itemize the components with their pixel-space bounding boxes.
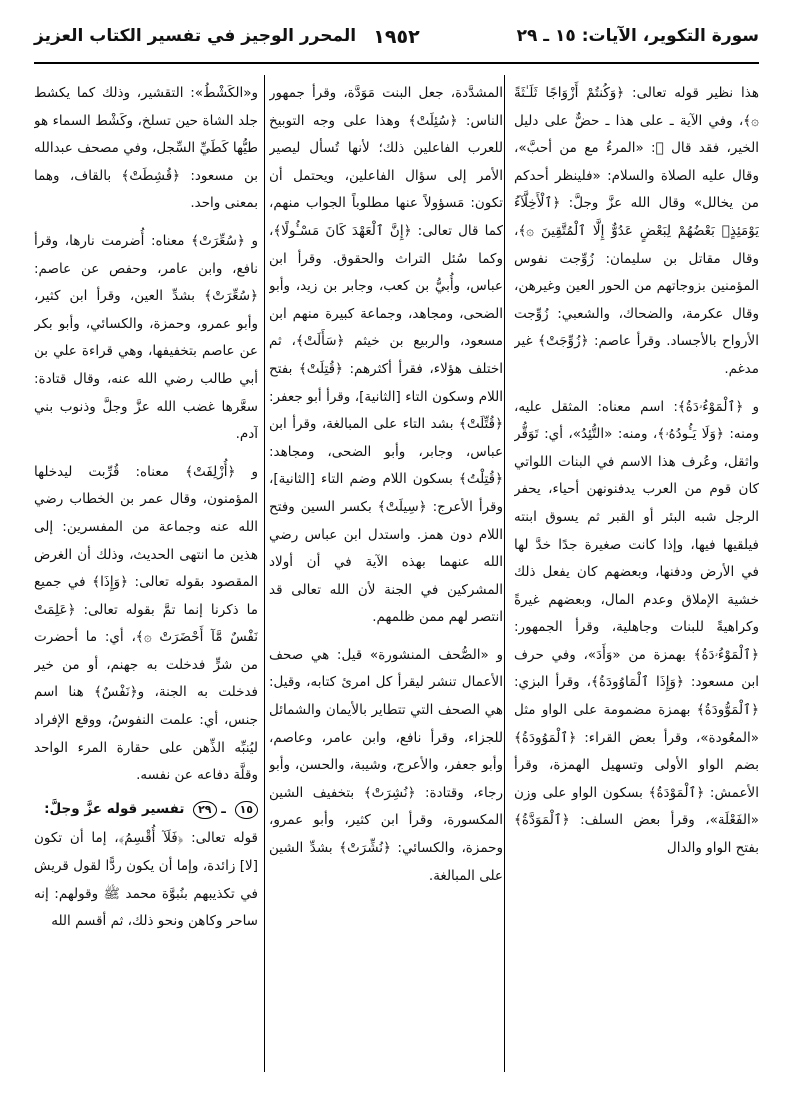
paragraph: هذا نظير قوله تعالى: ﴿وَكُنتُمْ أَزْوَاجًا ثَلَـٰثَةً ۞﴾، وفي الآية ـ على هذا ـ حضٌّ على دليل الخير، فقد قال ﷺ: «المرءُ مع من أحبَّ»، وقال عليه الصلاة والسلام: «فلينظر أحدكم من يخالل» وقال الله عزَّ وجلَّ: ﴿ٱلْأَخِلَّآءُ يَوْمَئِذٍۭ بَعْضُهُمْ لِبَعْضٍ عَدُوٌّ إِلَّا ٱلْمُتَّقِينَ ۞﴾، وقال مقاتل بن سليمان: زُوِّجت نفوس المؤمنين بزوجاتهم من الحور العين وغيرهن، وقال عكرمة، والضحاك، والشعبي: زُوِّجت الأرواح بالأجساد. وقرأ عاصم: ﴿زُوِّجَتْ﴾ غير مدغم. [514,85,759,377]
page-number: ١٩٥٢ [373,26,420,48]
paragraph: قوله تعالى: ﴿فَلَآ أُقْسِمُ﴾، إما أن تكون [لا] زائدة، وإما أن يكون ردًّا لقول قريش في تكذيبهم بنُبوَّة محمد ﷺ وقولهم: إنه ساحر وكاهن ونحو ذلك، ثم أقسم الله [34,830,258,930]
page-header [34,18,759,58]
surah-header: سورة التكوير، الآيات: ١٥ ـ ٢٩ [516,26,759,46]
column-left [34,80,258,1072]
paragraph: و ﴿ٱلْمَوْءُۥدَةُ﴾: اسم معناه: المثقل عليه، ومنه: ﴿وَلَا يَـُٔودُهُۥ﴾، ومنه: «التُّئِدُ»، أي: تَوَقُّر واثقل، وعُرف هذا الاسم في البنات اللواتي كان قوم من العرب يدفنونهن أحياء، يحفر الرجل شبه البئر أو القبر ثم يسوق ابنته فيلقيها فيها، وإذا كانت صغيرة جدًا خدَّ لها في الأرض ودفنها، وبعضهم كان يفعل ذلك خشية الإملاق وعدم المال، وبعضهم غيرةً وكراهيةً للبنات وجاهلية، وقرأ الجمهور: ﴿ٱلْمَوْءُۥدَةُ﴾ بهمزة من «وَأَدَ»، وفي حرف ابن مسعود: ﴿وَإِذَا ٱلْمَاوُودَةُ﴾، وقرأ البزي: ﴿ٱلْمَوُّودَةُ﴾ بهمزة مضمومة على الواو مثل «المعُودة»، وقرأ بعض القراء: ﴿ٱلْمَوُودَةُ﴾ بضم الواو الأولى وتسهيل الهمزة، وقرأ الأعمش: ﴿ٱلْمَوْدَةُ﴾ بسكون الواو على وزن «الفَعْلَة»، وقرأ بعض السلف: ﴿ٱلْمَوَدَّةُ﴾ بفتح الواو والدال [514,398,759,857]
paragraph: و ﴿أُزْلِفَتْ﴾ معناه: قُرِّبت ليدخلها المؤمنون، وقال عمر بن الخطاب رضي الله عنه وجماعة من المفسرين: إلى هذين ما انتهى الحديث، وذلك أن الغرض المقصود بقوله تعالى: ﴿وَإِذَا﴾ في جميع ما ذكرنا إنما تمَّ بقوله تعالى: ﴿عَلِمَتْ نَفْسٌ مَّآ أَحْضَرَتْ ۞﴾، أي: ما أحضرت من شرٍّ فدخلت به جهنم، أو من خير فدخلت به الجنة، و﴿نَفْسٌ﴾ هنا اسم جنس، أي: علمت النفوسُ، ووقع الإفراد ليُنبِّه الذِّهن على حقارة المرء الواحد وقلَّة دفاعه عن نفسه. [34,463,258,784]
section-heading: ١٥ ـ ٢٩ تفسير قوله عزَّ وجلَّ: [34,796,258,824]
header-rule [34,62,759,64]
paragraph: و«الكَشْطُ»: التقشير، وذلك كما يكشط جلد الشاة حين تسلخ، وكَشْط السماء هو طيُّها كَطَيِّ السِّجل، وفي مصحف عبدالله بن مسعود: ﴿قُشِطَتْ﴾ بالقاف، وهما بمعنى واحد. [34,85,258,212]
column-middle [269,80,503,1072]
book-title: المحرر الوجيز في تفسير الكتاب العزيز [34,26,357,46]
column-right [514,80,759,1072]
column-divider [504,75,505,1072]
section-range-badge: ٢٩ [193,801,216,819]
paragraph: المشدَّدة، جعل البنت مَوَدَّة، وقرأ جمهور الناس: ﴿سُئِلَتْ﴾ وهذا على وجه التوبيخ للعرب الفاعلين ذلك؛ لأنها تُسأل ليصير الأمر إلى سؤال الفاعلين، ويحتمل أن تكون: مَسؤولاً عنها مطلوباً الجواب منهم، كما قال تعالى: ﴿إِنَّ ٱلْعَهْدَ كَانَ مَسْـُٔولًا﴾، وكما سُئل التراث والحقوق. وقرأ ابن عباس، وأُبيُّ بن كعب، وجابر بن زيد، وأبو الضحى، ومجاهد، وجماعة كبيرة منهم ابن مسعود، والربيع بن خيثم ﴿سَأَلَتْ﴾، ثم اختلف هؤلاء، فقرأ أكثرهم: ﴿قُتِلَتْ﴾ بفتح اللام وسكون التاء [الثانية]، وقرأ أبو جعفر: ﴿قُتِّلَتْ﴾ بشد التاء على المبالغة، وقرأ ابن عباس، وجابر، وأبو الضحى، ومجاهد: ﴿قُتِلْتُ﴾ بسكون اللام وضم التاء [الثانية]، وقرأ الأعرج: ﴿سِيلَتْ﴾ بكسر السين وفتح اللام دون همز. واستدل ابن عباس رضي الله عنهما بهذه الآية في أن أولاد المشركين في الجنة لأن الله تعالى قد انتصر لهم ممن ظلمهم. [269,85,503,626]
column-divider [264,75,265,1072]
section-title: تفسير قوله عزَّ وجلَّ: [44,800,185,817]
section-number-badge: ١٥ [235,801,258,819]
paragraph: و ﴿سُعِّرَتْ﴾ معناه: أُضرمت نارها، وقرأ نافع، وابن عامر، وحفص عن عاصم: ﴿سُعِّرَتْ﴾ بشدِّ العين، وقرأ ابن كثير، وأبو عمرو، وحمزة، والكسائي، وأبو بكر عن عاصم بتخفيفها، وهي قراءة علي بن أبي طالب رضي الله عنه، وقال قتادة: سعَّرها غضب الله عزَّ وجلَّ وذنوب بني آدم. [34,232,258,443]
paragraph: و «الصُّحف المنشورة» قيل: هي صحف الأعمال تنشر ليقرأ كل امرئ كتابه، وقيل: هي الصحف التي تتطاير بالأيمان والشمائل للجزاء، وقرأ نافع، وابن عامر، وعاصم، وأبو جعفر، والأعرج، وشيبة، والحسن، وأبو رجاء، وقتادة: ﴿نُشِرَتْ﴾ بتخفيف الشين المكسورة، وقرأ ابن كثير، وأبو عمرو، وحمزة، والكسائي: ﴿نُشِّرَتْ﴾ بشدِّ الشين على المبالغة. [269,646,503,884]
